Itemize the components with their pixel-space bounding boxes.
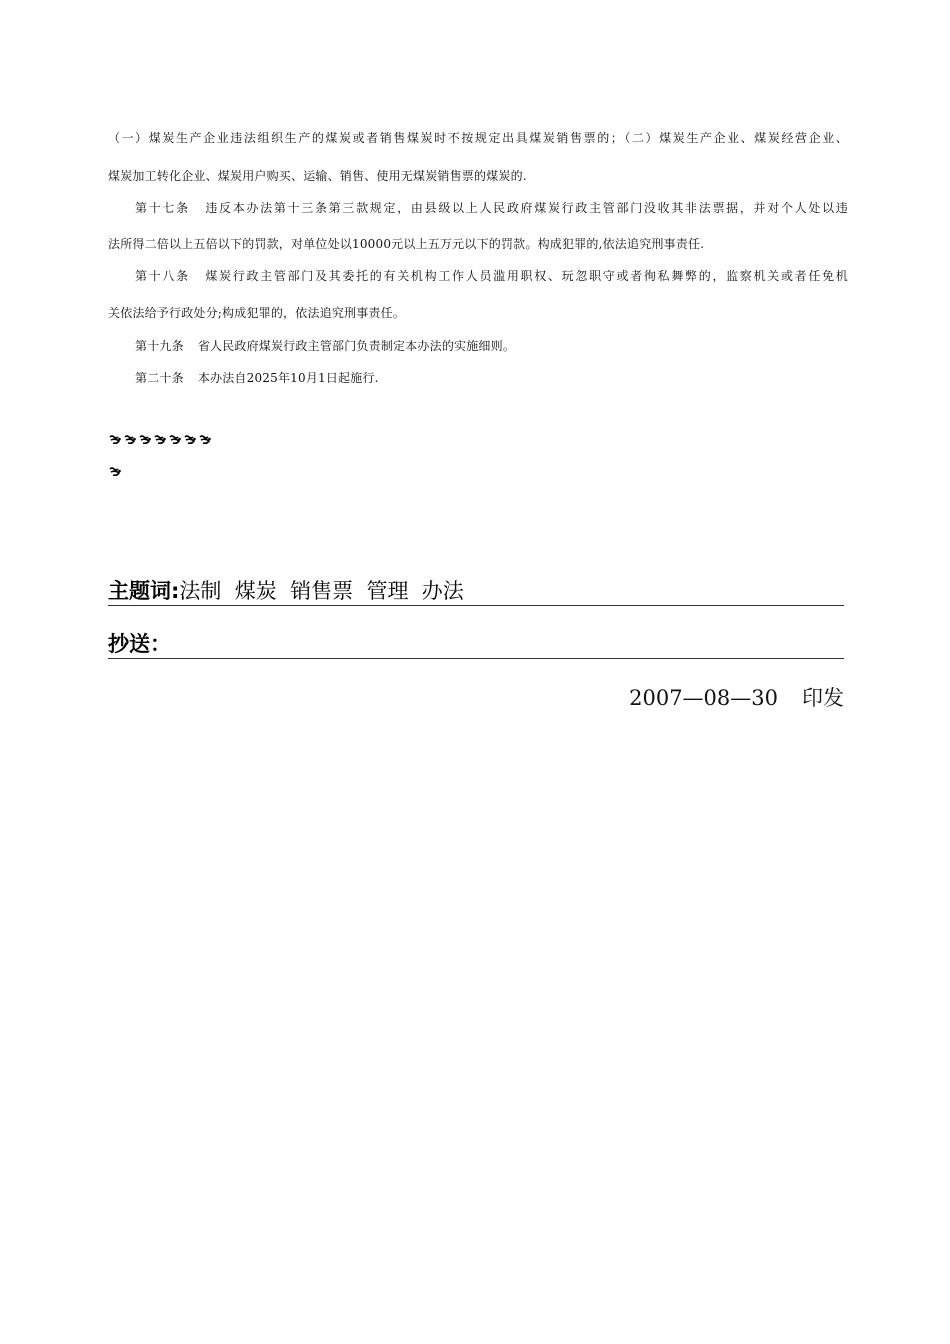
article-18-number: 第十八条 <box>135 269 190 283</box>
article-19-line <box>135 338 848 354</box>
article-17-number: 第十七条 <box>135 201 190 215</box>
issue-date: 2007—08—30 <box>629 686 778 710</box>
article-20-text: 本办法自2025年10月1日起施行. <box>197 371 379 385</box>
article-19-text: 省人民政府煤炭行政主管部门负责制定本办法的实施细则。 <box>197 339 516 353</box>
article-20-number: 第二十条 <box>135 371 184 385</box>
paragraph-return-mark-icon <box>198 434 212 446</box>
paragraph-marks-row-2 <box>108 466 122 478</box>
article-17-line <box>135 200 848 216</box>
article-19-number: 第十九条 <box>135 339 184 353</box>
subject-keywords-value: 法制 煤炭 销售票 管理 办法 <box>179 579 464 603</box>
paragraph-return-mark-icon <box>183 434 197 446</box>
cc-label: 抄送： <box>108 632 171 656</box>
paragraph-return-mark-icon <box>168 434 182 446</box>
paragraph-return-mark-icon <box>138 434 152 446</box>
paragraph-return-mark-icon <box>123 434 137 446</box>
paragraph-return-mark-icon <box>108 434 122 446</box>
article-18-line <box>135 268 848 284</box>
article-18-continuation: 关依法给予行政处分;构成犯罪的，依法追究刑事责任。 <box>108 306 406 320</box>
article-17-continuation: 法所得二倍以上五倍以下的罚款，对单位处以10000元以上五万元以下的罚款。构成犯罪的,依法追究刑事责任. <box>108 237 705 251</box>
subject-keywords-label: 主题词: <box>108 579 180 603</box>
article-17-text: 违反本办法第十三条第三款规定，由县级以上人民政府煤炭行政主管部门没收其非法票据，并对个人处以违 <box>203 201 848 215</box>
article-18-text: 煤炭行政主管部门及其委托的有关机构工作人员滥用职权、玩忽职守或者徇私舞弊的，监察机关或者任免机 <box>203 269 848 283</box>
issue-suffix: 印发 <box>802 686 844 710</box>
subject-keywords-row <box>108 577 844 606</box>
paragraph-return-mark-icon <box>153 434 167 446</box>
article-20-line <box>135 370 848 386</box>
paragraph-marks-row-1 <box>108 434 212 446</box>
paragraph-return-mark-icon <box>108 466 122 478</box>
issue-date-line <box>629 684 844 712</box>
body-line-2: 煤炭加工转化企业、煤炭用户购买、运输、销售、使用无煤炭销售票的煤炭的. <box>108 169 527 183</box>
body-line-1: （一）煤炭生产企业违法组织生产的煤炭或者销售煤炭时不按规定出具煤炭销售票的；（二）煤炭生产企业、煤炭经营企业、 <box>108 131 848 145</box>
cc-row <box>108 630 844 659</box>
